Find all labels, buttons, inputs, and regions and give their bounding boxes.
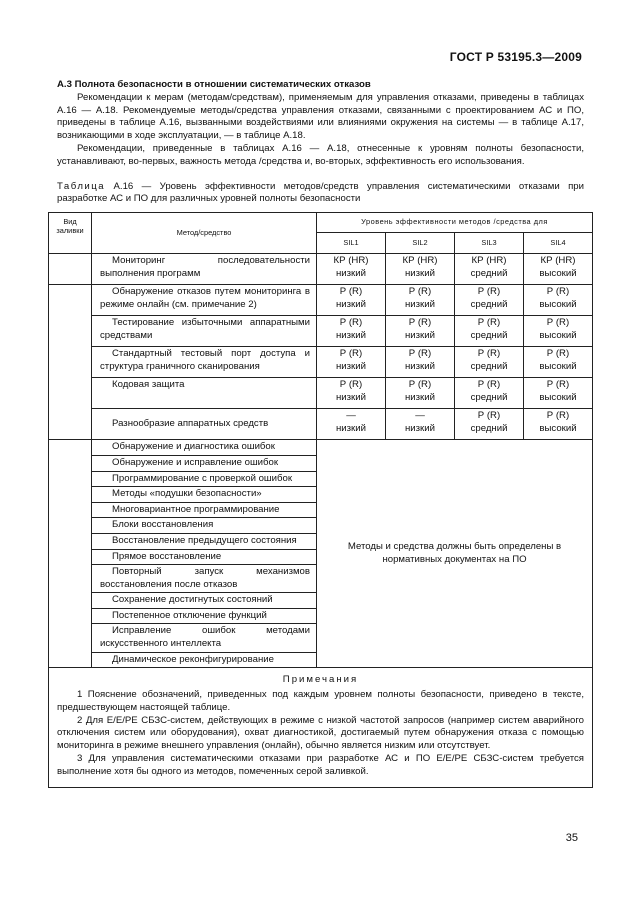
- header-sil2: SIL2: [386, 232, 455, 254]
- header-method: Метод/средство: [92, 213, 317, 254]
- fill-kind-cell: [49, 285, 92, 440]
- fill-kind-cell: [49, 254, 92, 285]
- level-cell: Р (R) высокий: [524, 378, 593, 409]
- level-cell: КР (HR) низкий: [317, 254, 386, 285]
- header-sil4: SIL4: [524, 232, 593, 254]
- method-cell: Обнаружение и диагностика ошибок: [92, 440, 317, 456]
- method-cell: Постепенное отключение функций: [92, 608, 317, 624]
- document-body: [57, 79, 584, 788]
- level-cell: КР (HR) средний: [455, 254, 524, 285]
- method-cell: Блоки восстановления: [92, 518, 317, 534]
- method-cell: Разнообразие аппаратных средств: [92, 409, 317, 440]
- section-title: А.3 Полнота безопасности в отношении систематических отказов: [57, 79, 371, 90]
- header-level: Уровень эффективности методов /средства для: [317, 213, 593, 233]
- level-cell: Р (R) средний: [455, 347, 524, 378]
- method-cell: Повторный запуск механизмов восстановления после отказов: [92, 565, 317, 593]
- method-cell: Методы «подушки безопасности»: [92, 487, 317, 503]
- efficiency-table: [48, 212, 593, 787]
- level-cell: КР (HR) низкий: [386, 254, 455, 285]
- level-cell: Р (R) низкий: [386, 347, 455, 378]
- standard-header: ГОСТ Р 53195.3—2009: [449, 50, 582, 64]
- level-cell: Р (R) средний: [455, 378, 524, 409]
- method-cell: Стандартный тестовый порт доступа и структура граничного сканирования: [92, 347, 317, 378]
- method-cell: Программирование с проверкой ошибок: [92, 471, 317, 487]
- level-cell: Р (R) низкий: [386, 285, 455, 316]
- table-row: [49, 316, 593, 347]
- paragraph: Рекомендации, приведенные в таблицах А.16 — А.18, отнесенные к уровням полноты безопасности, устанавливают, во-первых, важность метода /средства и, во-вторых, эффективность его использования.: [57, 142, 584, 167]
- page-number: 35: [565, 832, 578, 844]
- paragraph: Рекомендации к мерам (методам/средствам), применяемым для управления отказами, приведены в таблицах А.16 — А.18. Рекомендуемые методы/средства управления отказами, связанными с проектированием АС и ПО, приведены в таблице А.16, вызванными воздействиями или влияниями окружения на системы — в таблице А.17, возникающими в ходе эксплуатации, — в таблице А.18.: [57, 91, 584, 142]
- method-cell: Кодовая защита: [92, 378, 317, 409]
- method-cell: Сохранение достигнутых состояний: [92, 593, 317, 609]
- note: 3 Для управления систематическими отказами при разработке АС и ПО Е/Е/РЕ СБЗС-систем требуется выполнение хотя бы одного из методов, помеченных серой заливкой.: [57, 753, 584, 777]
- method-cell: Тестирование избыточными аппаратными средствами: [92, 316, 317, 347]
- level-cell: — низкий: [317, 409, 386, 440]
- table-label: Таблица: [57, 180, 106, 192]
- method-cell: Многовариантное программирование: [92, 502, 317, 518]
- level-cell: Р (R) средний: [455, 316, 524, 347]
- level-cell: Р (R) высокий: [524, 285, 593, 316]
- level-cell: Р (R) высокий: [524, 347, 593, 378]
- level-cell: Р (R) высокий: [524, 409, 593, 440]
- method-cell: Восстановление предыдущего состояния: [92, 533, 317, 549]
- method-cell: Мониторинг последовательности выполнения программ: [92, 254, 317, 285]
- fill-kind-cell: [49, 440, 92, 668]
- level-cell: Р (R) низкий: [386, 378, 455, 409]
- level-cell: КР (HR) высокий: [524, 254, 593, 285]
- note: 1 Пояснение обозначений, приведенных под каждым уровнем полноты безопасности, приведено в тексте, предшествующем настоящей таблице.: [57, 689, 584, 713]
- note: 2 Для Е/Е/РЕ СБЗС-систем, действующих в режиме с низкой частотой запросов (например систем аварийного отключения систем или оборудования), охват диагностикой, достигаемый путем обнаружения отказа с помощью мониторинга в режиме внешнего управления (онлайн), обычно является низким или отсутствует.: [57, 714, 584, 752]
- table-row: [49, 347, 593, 378]
- table-caption-text: А.16 — Уровень эффективности методов/средств управления систематическими отказами при разработке АС и ПО для различных уровней полноты безопасности: [57, 180, 584, 205]
- level-cell: Р (R) низкий: [317, 316, 386, 347]
- method-cell: Прямое восстановление: [92, 549, 317, 565]
- table-row: [49, 285, 593, 316]
- table-row: [49, 440, 593, 456]
- level-cell: Р (R) низкий: [317, 347, 386, 378]
- level-cell: — низкий: [386, 409, 455, 440]
- merged-recommendation-cell: Методы и средства должны быть определены в нормативных документах на ПО: [317, 440, 593, 668]
- header-sil1: SIL1: [317, 232, 386, 254]
- notes-row: [49, 668, 593, 787]
- level-cell: Р (R) средний: [455, 409, 524, 440]
- level-cell: Р (R) средний: [455, 285, 524, 316]
- header-kind: Вид заливки: [49, 213, 92, 254]
- method-cell: Исправление ошибок методами искусственного интеллекта: [92, 624, 317, 652]
- table-caption: [57, 181, 584, 207]
- method-cell: Обнаружение отказов путем мониторинга в режиме онлайн (см. примечание 2): [92, 285, 317, 316]
- method-cell: Обнаружение и исправление ошибок: [92, 455, 317, 471]
- method-cell: Динамическое реконфигурирование: [92, 652, 317, 668]
- table-header-row: [49, 213, 593, 233]
- level-cell: Р (R) низкий: [317, 285, 386, 316]
- level-cell: Р (R) низкий: [386, 316, 455, 347]
- notes-title: Примечания: [282, 674, 359, 686]
- table-row: [49, 409, 593, 440]
- table-row: [49, 378, 593, 409]
- level-cell: Р (R) низкий: [317, 378, 386, 409]
- level-cell: Р (R) высокий: [524, 316, 593, 347]
- notes-cell: [49, 668, 593, 787]
- table-row: [49, 254, 593, 285]
- header-sil3: SIL3: [455, 232, 524, 254]
